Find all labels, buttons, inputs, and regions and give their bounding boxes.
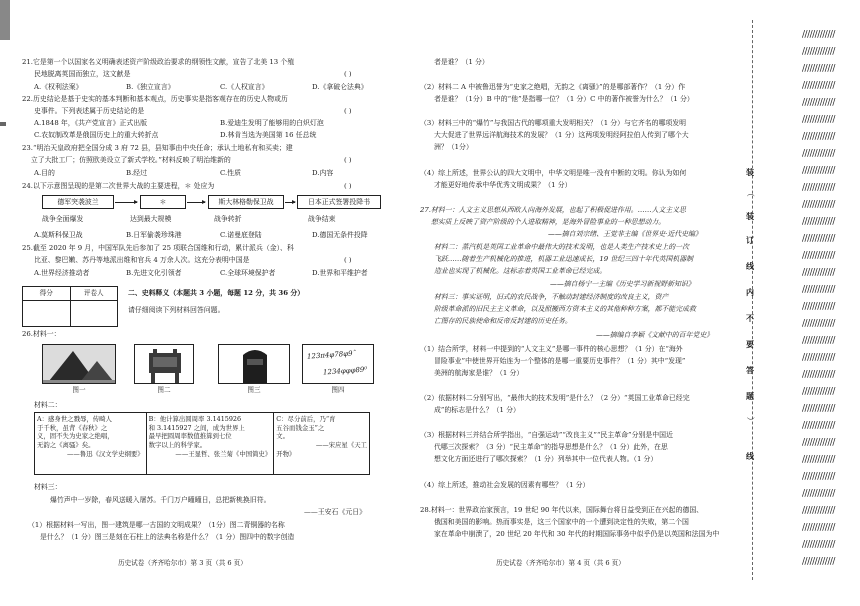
slash-row: ///////////// [802,200,835,210]
q21-option-d: D.《拿破仑法典》 [312,83,368,91]
section2-note: 请仔细阅读下列材料回答问题。 [128,306,225,314]
binding-char: 线 [746,261,754,271]
material2-cell-c [274,413,370,475]
slash-row: ///////////// [802,319,835,329]
q21-option-c: C.《人权宣言》 [220,83,269,91]
material2-cell-a [35,413,147,475]
q26-3-line2: 大大促进了世界远洋航海技术的发展？（1 分）这两项发明经阿拉伯人传到了哪个大 [434,131,689,139]
binding-slash-column [802,0,860,606]
q26-3-line3: 洲？（1分） [434,143,473,151]
figure2-caption: 图二 [157,386,171,394]
q23-option-d: D.内容 [312,169,334,177]
material2-a-line: 于千秋，虽背《春秋》之 [37,423,108,432]
material2-a-line: 无韵之《离骚》矣。 [37,440,95,449]
q21-option-a: A.《权利法案》 [34,83,83,91]
q27-material1-line2: 想实质上反映了资产阶级的个人进取精神，是海外冒险事业的一种思想动力。 [424,218,666,226]
q21-option-b: B.《独立宣言》 [126,83,175,91]
figure3-stele-photo [218,344,290,384]
diagram-box-blank: ＊ [140,195,186,209]
slash-row: ///////////// [802,421,835,431]
material2-a-line: 义，固不失为史家之绝唱， [37,432,114,441]
q27-3-line2: 代哪三次探索？（3 分）“民主革命”的指导思想是什么？（1 分）此外，在思 [434,443,668,451]
figure2-bronze-vessel-photo [134,344,194,384]
slash-row: ///////////// [802,540,835,550]
section2-heading: 二、史料释义（本题共 3 小题，每题 12 分，共 36 分） [128,289,305,297]
q22-option-d: D.林肯当选为美国第 16 任总统 [220,131,317,139]
q27-material2-line3: 造业也实现了机械化。这标志着英国工业革命已经完成。 [434,267,607,275]
q27-2-line2: 成”的标志是什么？（1 分） [434,406,520,414]
slash-row: ///////////// [802,438,835,448]
material2-b-source: ——王显哲、张兰菊《中国简史》 [175,449,272,458]
q26-1-line1: （1）根据材料一写出，图一建筑是哪一古国的文明成果？（1分）图二青铜器的名称 [28,521,285,529]
q25-option-b: B.先进文化引领者 [126,269,182,277]
binding-char: 装 [746,167,754,177]
q25-option-d: D.世界和平维护者 [312,269,368,277]
figure4-caption: 图四 [331,386,345,394]
diagram-stage-1: 战争全面爆发 [42,215,84,223]
binding-char: 答 [746,365,754,375]
diagram-arrow [187,202,205,203]
slash-row: ///////////// [802,404,835,414]
binding-char: 订 [746,235,754,245]
diagram-box-japan-surrender: 日本正式签署投降书 [297,195,381,209]
exam-page-4 [420,0,738,606]
q24-option-b: B.日军偷袭珍珠港 [126,231,182,239]
q27-1-line1: （1）结合所学，材料一中提到的“人文主义”是哪一事件的核心思想？（1 分）在“海外 [420,345,683,353]
q26-material1-label: 26.材料一： [22,330,61,338]
q25-option-a: A.世界经济推动者 [34,269,90,277]
q27-material3-line1: 材料三：事实证明，旧式的农民战争，不触动封建经济制度的改良主义，资产 [434,293,669,301]
q22-option-a: A.1848 年，《共产党宣言》正式出版 [34,119,148,127]
slash-row: ///////////// [802,115,835,125]
slash-row: ///////////// [802,336,835,346]
material2-table [34,412,370,475]
q26-3-line1: （3）材料三中的“爆竹”与我国古代的哪项重大发明相关？（1 分）与它齐名的哪项发明 [420,119,687,127]
q25-option-c: C.全球环境保护者 [220,269,276,277]
material2-cell-b [146,413,274,475]
material2-a-source: ——鲁迅《汉文学史纲要》 [66,449,144,458]
slash-row: ///////////// [802,64,835,74]
binding-paren-open: （ [745,188,755,197]
slash-row: ///////////// [802,472,835,482]
slash-row: ///////////// [802,251,835,261]
grader-header: 评卷人 [70,287,118,301]
scan-side-mark [0,122,6,126]
q22-line2: 史事件。下列表述属于历史结论的是 [34,107,145,115]
q27-3-line1: （3）根据材料三并结合所学指出，“自强运动”“改良主义”“民主革命”分别是中国近 [420,431,673,439]
slash-row: ///////////// [802,370,835,380]
q23-line2: 立了大批工厂；仿照欧美设立了新式学校。”材料反映了明治维新的 [24,156,231,164]
material3-label: 材料三： [34,483,62,491]
slash-row: ///////////// [802,557,835,567]
q26-1-line2: 是什么？（1 分）图三是刻在石柱上的法典名称是什么？（1 分）图四中的数字创造 [40,533,295,541]
slash-row: ///////////// [802,455,835,465]
diagram-box-poland: 德军突袭波兰 [42,195,114,209]
material2-c-line: C：尽分前后，乃“育 [276,415,336,423]
binding-dotted-line [752,20,753,580]
material3-poem: 爆竹声中一岁除，春风送暖入屠苏。千门万户曈曈日，总把新桃换旧符。 [50,496,271,504]
q28-line3: 家在革命中崩溃了，20 世纪 20 年代和 30 年代的时期国际事务中似乎仍是以英国和法国为中 [434,530,720,538]
q23-option-b: B.经过 [126,169,148,177]
page3-footer: 历史试卷（齐齐哈尔市）第 3 页（共 6 页） [118,559,247,567]
q27-4-line: （4）综上所述，推动社会发展的因素有哪些？（1 分） [420,481,590,489]
q24-paren: ( ) [344,182,352,190]
q22-option-c: C.农奴制改革是俄国历史上的重大转折点 [34,131,159,139]
q24-option-c: C.诺曼底登陆 [220,231,262,239]
q21-line1: 21.它是第一个以国家名义明确表述资产阶级政治要求的纲领性文献，宣告了北美 13 个殖 [22,58,295,66]
q27-material1-line1: 27.材料一：人文主义思想从西欧人向海外发展，也起了积极促进作用。……人文主义思 [420,206,686,214]
q26-2-line1: （2）材料二 A 中被鲁迅誉为“史家之绝唱，无韵之《离骚》”的是哪部著作？（1 分）作 [420,83,686,91]
slash-row: ///////////// [802,302,835,312]
q25-paren: ( ) [344,256,352,264]
q27-material2-source: ——摘自杨宁一主编《历史学习新视野新知识》 [550,280,695,288]
material2-b-line: 和 3.1415927 之间，成为世界上 [148,423,245,432]
slash-row: ///////////// [802,285,835,295]
material2-b-line: 最早把圆周率数值推算到七位 [148,432,232,441]
exam-page-3 [22,0,414,606]
slash-row: ///////////// [802,132,835,142]
diagram-arrow [115,202,137,203]
diagram-stage-4: 战争结束 [308,215,336,223]
slash-row: ///////////// [802,183,835,193]
slash-row: ///////////// [802,523,835,533]
diagram-box-stalingrad: 斯大林格勒保卫战 [208,195,284,209]
q25-line2: 比亚、黎巴嫩、苏丹等地派出维和官兵 4 万余人次。这充分表明中国是 [34,256,250,264]
binding-char: 要 [746,339,754,349]
figure4-numerals-image [302,344,374,384]
q27-material1-source: ——摘自刘宗绪、王觉非主编《世界史·近代史编》 [548,230,702,238]
material2-c-line: 文。 [276,432,290,441]
q27-material2-line1: 材料二：蒸汽机是英国工业革命中最伟大的技术发明，也是人类生产技术史上的一次 [434,243,689,251]
q21-paren: ( ) [344,70,352,78]
slash-row: ///////////// [802,217,835,227]
q27-1-line2: 冒险事业”中使世界开始连为一个整体的是哪一重要历史事件？（1 分）其中“发现” [434,357,686,365]
slash-row: ///////////// [802,268,835,278]
q23-option-c: C.性质 [220,169,241,177]
q27-material3-line3: 亡图存的民族使命和反帝反封建的历史任务。 [434,317,572,325]
q26-4-line1: （4）综上所述，世界公认的四大文明中，中华文明是唯一没有中断的文明。你认为如何 [420,169,687,177]
slash-row: ///////////// [802,47,835,57]
slash-row: ///////////// [802,149,835,159]
score-table [22,286,118,327]
figure1-caption: 图一 [72,386,86,394]
q27-2-line1: （2）依据材料二分别写出，“最伟大的技术发明”是什么？（2 分）“英国工业革命已经完 [420,394,690,402]
q27-material2-line2: 飞跃……随着生产机械化的推进，机器工业迅速成长，19 世纪三四十年代英国机器制 [434,255,694,263]
grader-cell[interactable] [70,301,118,327]
q22-paren: ( ) [344,107,352,115]
q27-3-line3: 想文化方面还进行了哪次探索？（1 分）列举其中一位代表人物。（1 分） [434,455,658,463]
material2-c-line: 五谷而钱金玉”之 [276,423,325,432]
diagram-stage-2: 达到最大规模 [130,215,172,223]
material2-c-source-cont: 开物》 [276,449,296,458]
slash-row: ///////////// [802,353,835,363]
binding-char: 线 [746,451,754,461]
material2-label: 材料二： [34,401,62,409]
q23-option-a: A.目的 [34,169,55,177]
q27-1-line3: 美洲的航海家是谁？（1 分） [434,369,524,377]
q26-1-cont: 者是谁？（1 分） [434,58,489,66]
slash-row: ///////////// [802,506,835,516]
q22-option-b: B.爱迪生发明了能够用的白炽灯泡 [220,119,324,127]
q23-line1: 23.“明治天皇政府把全国分成 3 府 72 县，县知事由中央任命；承认土地私有和买卖；建 [22,144,293,152]
figure4-numerals-row1: 123π4φ78φ9ˆ [306,349,357,361]
binding-char: 题 [746,391,754,401]
slash-row: ///////////// [802,387,835,397]
material2-b-line: B：他计算出圆周率 3.1415926 [148,415,242,423]
q26-4-line2: 才能更好地传承中华优秀文明成果？（1 分） [434,181,572,189]
binding-char: 装 [746,211,754,221]
score-header: 得分 [23,287,71,301]
material2-c-source: ——宋应星《天工 [315,440,367,449]
slash-row: ///////////// [802,30,835,40]
material3-poem-source: ——王安石《元日》 [304,508,367,516]
q24-option-d: D.德国无条件投降 [312,231,368,239]
material2-a-line: A：感身世之戮辱，传畸人 [37,415,112,423]
score-cell[interactable] [23,301,71,327]
q21-line2: 民地脱离英国而独立，这文献是 [34,70,131,78]
q26-2-line2: 者是谁？（1分）B 中的“他”是指哪一位？（1 分）C 中的著作被誉为什么？（1 分） [434,95,694,103]
diagram-arrow [285,202,295,203]
q27-material3-line2: 阶级革命派的旧民主主义革命，以及照搬西方资本主义的其他种种方案，都不能完成救 [434,305,696,313]
figure4-numerals-row2: 1234φφφ89⁰ [322,365,368,377]
material2-b-line: 数字以上的科学家。 [148,440,207,449]
q23-paren: ( ) [344,156,352,164]
q28-line1: 28.材料一：世界政治家预言，19 世纪 90 年代以来，国际舞台将日益受到正在兴起的德国、 [420,506,704,514]
q28-line2: 俄国和美国的影响。热而事实是，这三个国家中的一个遭到决定性的失败，第二个国 [434,518,689,526]
slash-row: ///////////// [802,166,835,176]
q27-material3-source: ——摘编自李颖《文献中的百年党史》 [596,331,714,339]
figure1-pyramid-photo [42,344,116,384]
slash-row: ///////////// [802,489,835,499]
diagram-stage-3: 战争转折 [214,215,242,223]
slash-row: ///////////// [802,234,835,244]
q24-option-a: A.莫斯科保卫战 [34,231,83,239]
binding-margin [742,0,860,606]
binding-char: 不 [746,313,754,323]
figure3-caption: 图三 [247,386,261,394]
q25-line1: 25.截至 2020 年 9 月，中国军队先后参加了 25 项联合国维和行动，累计派兵（金）、科 [22,244,294,252]
binding-char: 内 [746,287,754,297]
slash-row: ///////////// [802,98,835,108]
slash-row: ///////////// [802,81,835,91]
q22-line1: 22.历史结论是基于史实的基本判断和基本观点，历史事实是指客观存在的历史人物或历 [22,95,288,103]
scan-edge-mark [0,0,10,40]
binding-paren-close: ） [745,416,755,425]
page4-footer: 历史试卷（齐齐哈尔市）第 4 页（共 6 页） [496,559,625,567]
q24-line: 24.以下示意图呈现的是第二次世界大战的主要进程，＊ 处应为 [22,182,215,190]
